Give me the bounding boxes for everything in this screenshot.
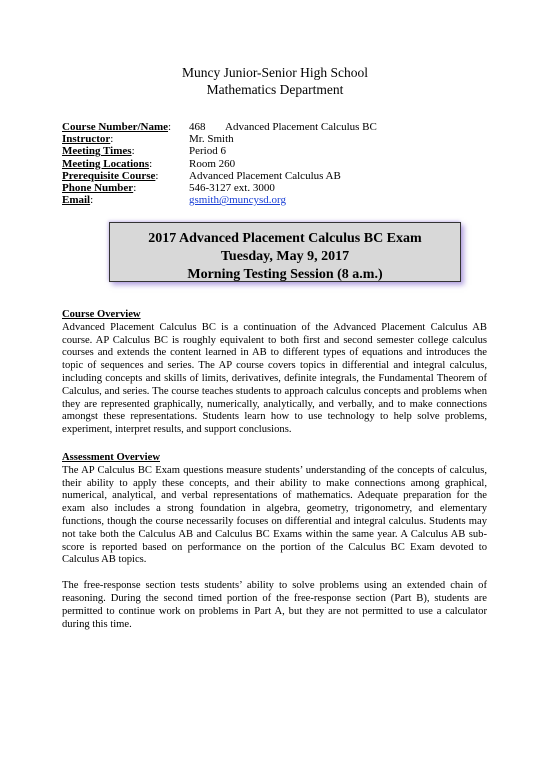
document-header bbox=[0, 64, 550, 98]
course-overview-title: Course Overview bbox=[62, 309, 141, 320]
course-number: 468 bbox=[189, 121, 206, 133]
info-row-phone: Phone Number: 546-3127 ext. 3000 bbox=[62, 182, 275, 195]
exam-session: Morning Testing Session (8 a.m.) bbox=[187, 267, 383, 282]
phone-value: 546-3127 ext. 3000 bbox=[189, 182, 275, 195]
meeting-locations-value: Room 260 bbox=[189, 157, 236, 170]
info-label: Email bbox=[62, 194, 91, 207]
course-overview-section bbox=[62, 309, 487, 437]
course-info-table bbox=[62, 121, 377, 206]
course-name: Advanced Placement Calculus BC bbox=[225, 121, 377, 133]
free-response-text: The free-response section tests students’ ability to solve problems using an extended chain of reasoning. During the second timed portion of the free-response section (Part B), students are permitted to continue work on problems in Part A, but they are not permitted to use a calculator during this time. bbox=[62, 580, 487, 630]
exam-title: 2017 Advanced Placement Calculus BC Exam bbox=[148, 231, 422, 246]
assessment-overview-title: Assessment Overview bbox=[62, 452, 160, 463]
info-row-email: Email: gsmith@muncysd.org bbox=[62, 194, 287, 207]
prerequisite-value: Advanced Placement Calculus AB bbox=[189, 169, 341, 182]
info-row-course: Course Number/Name: 468 Advanced Placement Calculus BC bbox=[62, 121, 377, 133]
department-name: Mathematics Department bbox=[206, 82, 344, 97]
info-label: Prerequisite Course bbox=[62, 169, 156, 182]
info-row-prerequisite: Prerequisite Course: Advanced Placement Calculus AB bbox=[62, 169, 341, 182]
exam-date-box bbox=[109, 222, 461, 282]
info-label: Meeting Locations bbox=[62, 157, 150, 170]
info-label: Phone Number bbox=[62, 182, 134, 195]
course-overview-text: Advanced Placement Calculus BC is a continuation of the Advanced Placement Calculus AB course. AP Calculus BC is roughly equivalent to both first and second semester college calculus courses and extends the content learned in AB to different types of equations and introduces the topic of sequences and series. The AP course covers topics in differential and integral calculus, including concepts and skills of limits, derivatives, definite integrals, the Fundamental Theorem of Calculus, and series. The course teaches students to approach calculus concepts and problems when they are represented graphically, numerically, analytically, and verbally, and to make connections amongst these representations. Students learn how to use technology to help solve problems, experiment, interpret results, and support conclusions. bbox=[62, 321, 487, 436]
school-name: Muncy Junior-Senior High School bbox=[181, 65, 369, 80]
assessment-overview-section bbox=[62, 452, 487, 631]
info-row-meeting-locations: Meeting Locations: Room 260 bbox=[62, 157, 236, 170]
info-row-instructor: Instructor: Mr. Smith bbox=[62, 133, 234, 146]
exam-date: Tuesday, May 9, 2017 bbox=[220, 249, 350, 264]
assessment-overview-text: The AP Calculus BC Exam questions measure students’ understanding of the concepts of calculus, their ability to apply these concepts, and their ability to make connections among graphical, numerical, analytical, and verbal representations of mathematics. Adequate preparation for the exam also includes a strong foundation in algebra, geometry, trigonometry, and elementary functions, though the course necessarily focuses on differential and integral calculus. Students may not take both the Calculus AB and Calculus BC Exams within the same year. A Calculus AB sub-score is reported based on performance on the portion of the Calculus BC Exam devoted to Calculus AB topics. bbox=[62, 464, 487, 566]
email-link[interactable]: gsmith@muncysd.org bbox=[189, 194, 287, 207]
meeting-times-value: Period 6 bbox=[189, 145, 226, 158]
info-row-meeting-times: Meeting Times: Period 6 bbox=[62, 145, 226, 158]
info-label: Meeting Times bbox=[62, 145, 132, 158]
instructor-value: Mr. Smith bbox=[189, 133, 234, 146]
info-label: Instructor bbox=[62, 133, 111, 146]
info-label: Course Number/Name bbox=[62, 121, 169, 133]
